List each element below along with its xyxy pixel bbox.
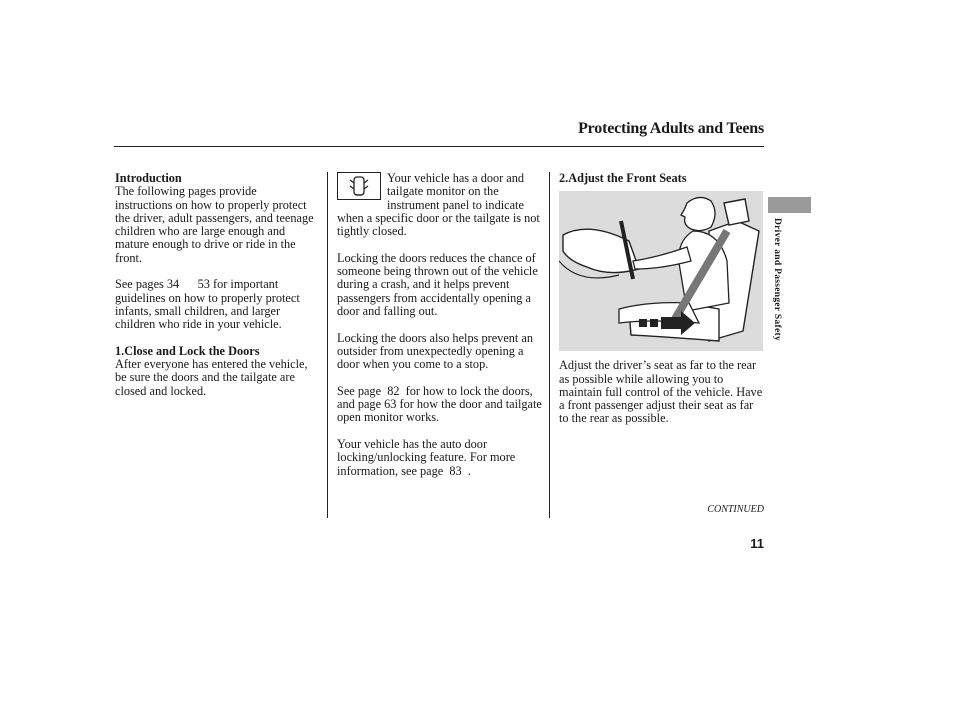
step1-text: After everyone has entered the vehicle, be sure the doors and the tailgate are closed and locked. <box>115 357 308 398</box>
step2-text: Adjust the driver’s seat as far to the rear as possible while allowing you to maintain full control of the vehicle. Have a front passenger adjust their seat as far to the rear as possible. <box>559 358 763 426</box>
doors-reduce-text: Locking the doors reduces the chance of someone being thrown out of the vehicle during a crash, and it helps prevent passengers from accidentally opening a door and falling out. <box>337 250 538 318</box>
continued-label: CONTINUED <box>707 504 764 515</box>
auto-lock-text: Your vehicle has the auto door locking/unlocking feature. For more information, see page 83 . <box>337 436 519 478</box>
page-number: 11 <box>750 536 764 551</box>
intro-heading: Introduction <box>115 171 182 185</box>
section-tab <box>768 197 811 213</box>
outsider-text: Locking the doors also helps prevent an outsider from unexpectedly opening a door when you come to a stop. <box>337 330 534 372</box>
column-1 <box>115 172 317 411</box>
door-monitor-icon <box>337 172 381 200</box>
see-page-lock-text: See page 82 for how to lock the doors, and page 63 for how the door and tailgate open monitor works. <box>337 383 545 425</box>
step1-heading: 1.Close and Lock the Doors <box>115 343 260 358</box>
intro-text: The following pages provide instructions on how to properly protect the driver, adult passengers, and teenage children who are large enough and mature enough to drive or ride in the front. <box>115 184 314 265</box>
column-divider-1 <box>327 172 328 518</box>
column-3 <box>559 172 765 439</box>
step2-heading: 2.Adjust the Front Seats <box>559 171 687 185</box>
seat-adjust-illustration <box>559 191 763 351</box>
page-title: Protecting Adults and Teens <box>578 120 764 137</box>
column-2 <box>337 172 544 491</box>
title-rule <box>114 146 764 147</box>
side-section-label: Driver and Passenger Safety <box>772 218 782 342</box>
column-divider-2 <box>549 172 550 518</box>
see-pages-text: See pages 34 53 for important guidelines on how to properly protect infants, small children, and larger children who ride in your vehicle. <box>115 277 303 332</box>
monitor-text: Your vehicle has a door and tailgate monitor on the instrument panel to indicate when a specific door or the tailgate is not tightly closed. <box>337 171 540 239</box>
